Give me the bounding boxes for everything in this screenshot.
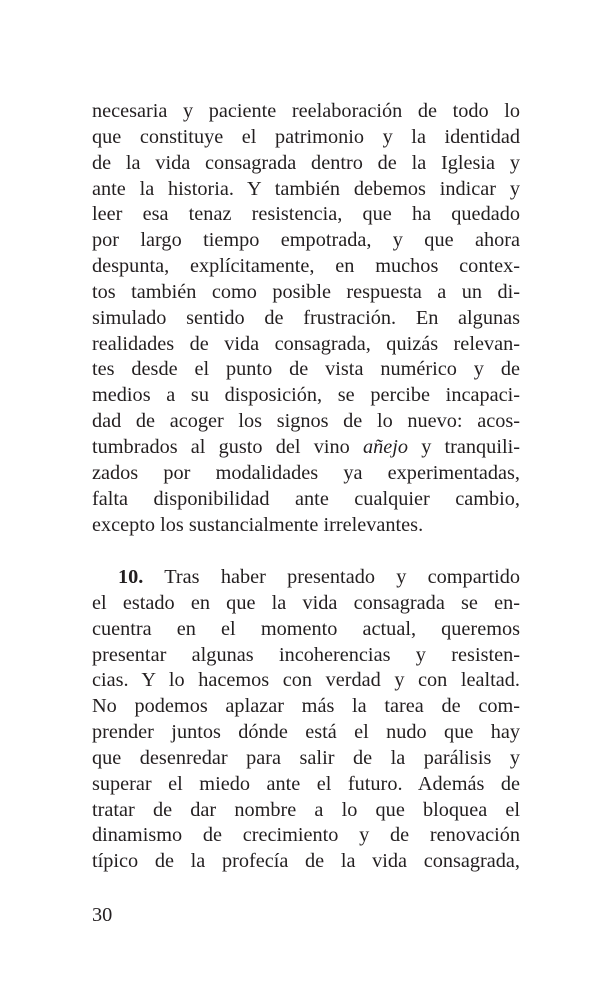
text-line: que desenredar para salir de la parálisis y [92,746,520,769]
text-line: por largo tiempo empotrada, y que ahora [92,229,520,252]
text-line: dinamismo de crecimiento y de renovación [92,824,520,847]
page-number: 30 [92,904,113,926]
paragraph-number: 10. [118,566,144,588]
text-line: tratar de dar nombre a lo que bloquea el [92,798,520,821]
text-line: leer esa tenaz resistencia, que ha quedado [92,203,520,226]
paragraph-10 [92,565,520,875]
text-run: tumbrados al gusto del vino [92,435,363,458]
text-line: simulado sentido de frustración. En algunas [92,306,520,329]
text-line: tes desde el punto de vista numérico y de [92,358,520,381]
text-line: realidades de vida consagrada, quizás relevan- [92,332,520,355]
text-line: falta disponibilidad ante cualquier cambio, [92,487,520,510]
text-run: Tras haber presentado y compartido [143,566,520,588]
paragraph-continued [92,99,520,538]
text-line: presentar algunas incoherencias y resisten- [92,643,520,666]
text-line: de la vida consagrada dentro de la Iglesia y [92,151,520,174]
text-line: zados por modalidades ya experimentadas, [92,461,520,484]
text-line: que constituye el patrimonio y la identidad [92,125,520,148]
text-line: cuentra en el momento actual, queremos [92,617,520,640]
text-run: y tranquili- [408,435,520,458]
paragraph-first-line [92,565,520,591]
text-line: tos también como posible respuesta a un di- [92,280,520,303]
text-line: medios a su disposición, se percibe incapaci- [92,384,520,407]
text-line: prender juntos dónde está el nudo que hay [92,721,520,744]
text-line: cias. Y lo hacemos con verdad y con lealtad. [92,669,520,692]
text-line: despunta, explícitamente, en muchos contex- [92,255,520,278]
text-line: superar el miedo ante el futuro. Además de [92,772,520,795]
text-line: ante la historia. Y también debemos indicar y [92,177,520,200]
text-line: el estado en que la vida consagrada se en- [92,591,520,614]
text-line-with-italic [92,435,520,461]
text-line: típico de la profecía de la vida consagrada, [92,850,520,873]
italic-word: añejo [362,435,409,458]
text-line: dad de acoger los signos de lo nuevo: acos- [92,410,520,433]
text-line: No podemos aplazar más la tarea de com- [92,695,520,718]
text-line: necesaria y paciente reelaboración de todo lo [92,100,520,122]
text-line: excepto los sustancialmente irrelevantes. [92,513,424,536]
